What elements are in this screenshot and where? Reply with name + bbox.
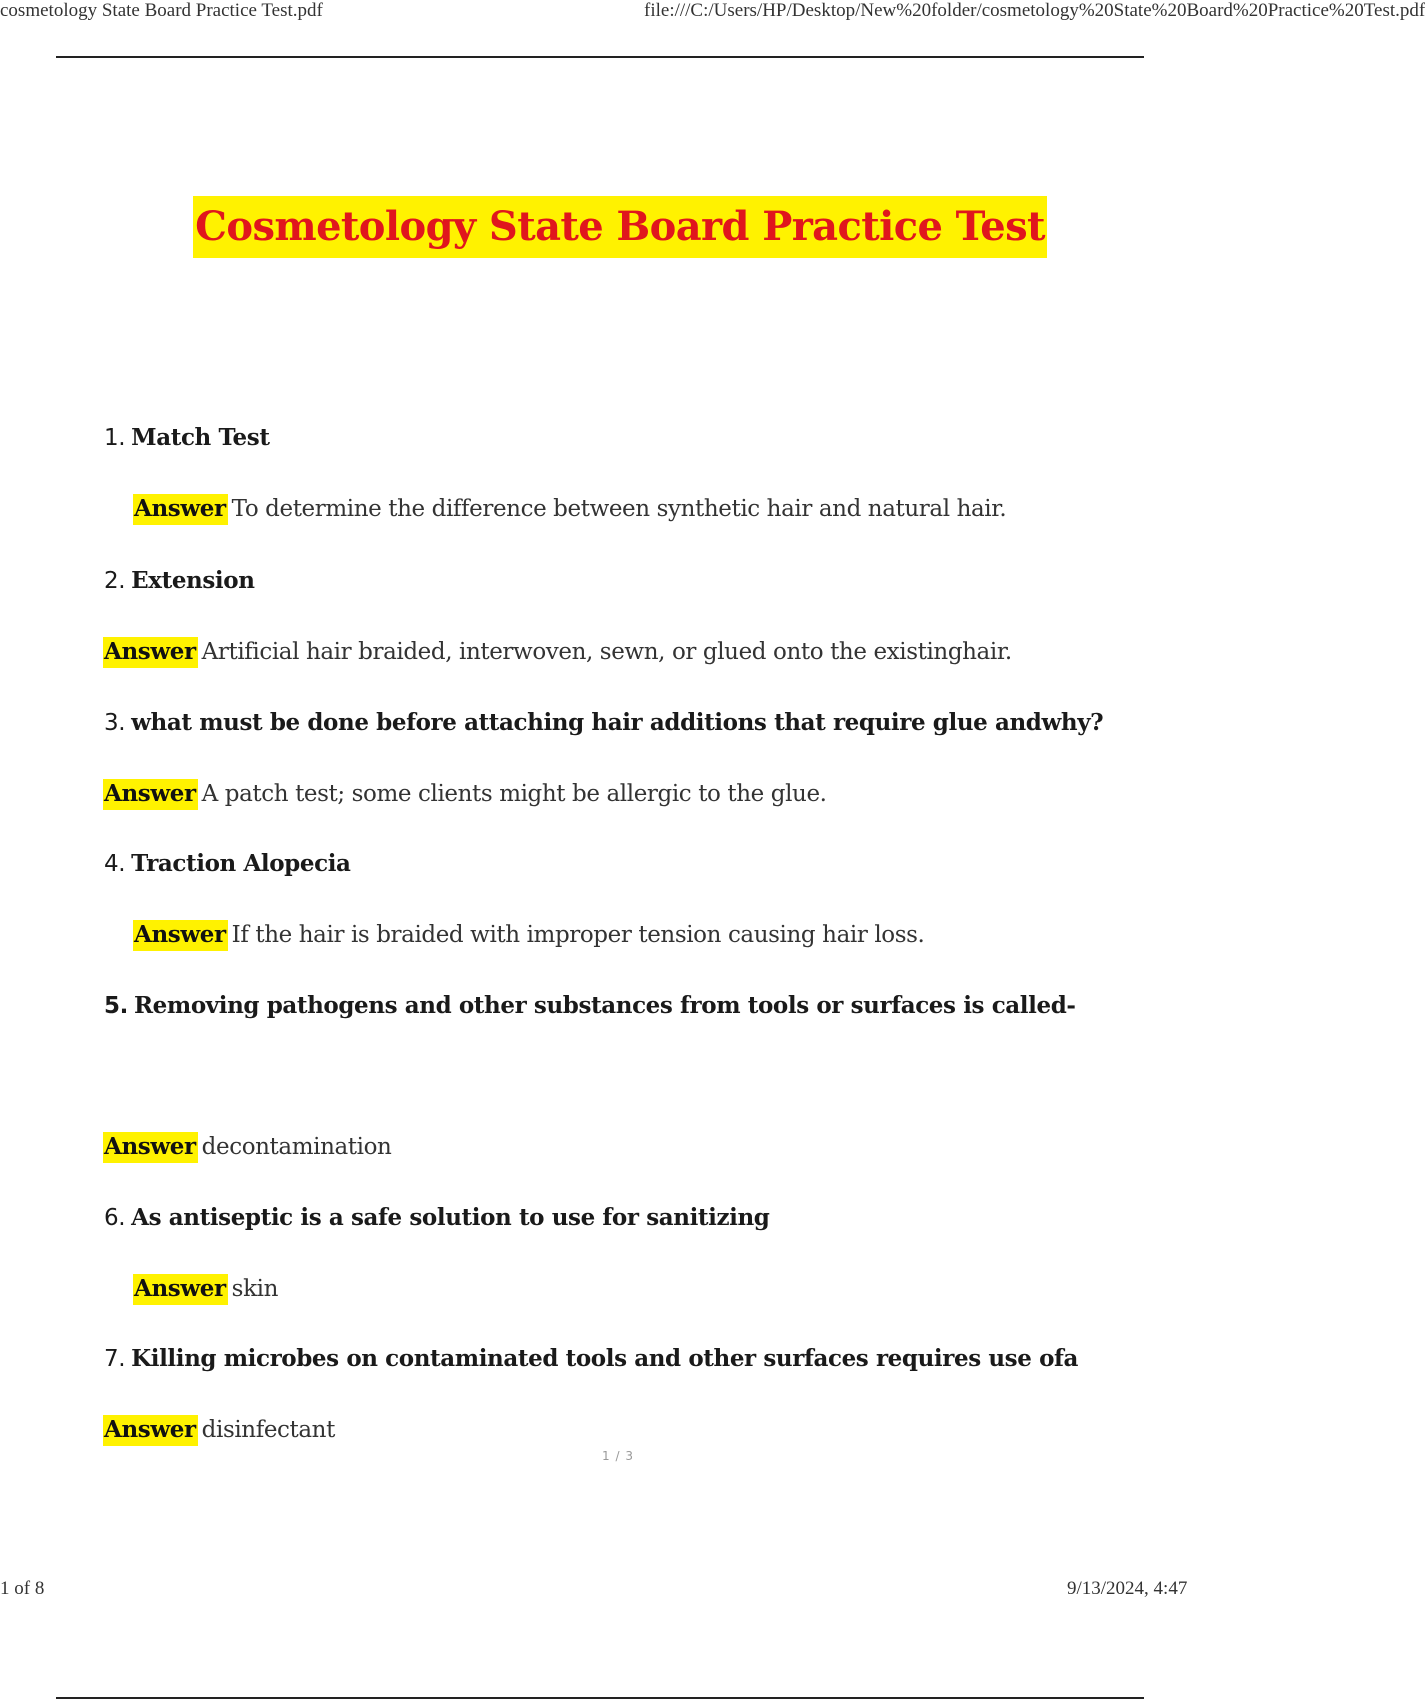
question-text: Extension [131, 567, 255, 594]
header-divider [56, 56, 1144, 58]
answer-label: Answer [133, 494, 228, 525]
question-6 [104, 1204, 769, 1231]
title-container [0, 196, 1240, 258]
answer-text: decontamination [201, 1134, 392, 1160]
answer-label: Answer [103, 1415, 198, 1446]
answer-7 [103, 1416, 335, 1443]
answer-text: If the hair is braided with improper tension causing hair loss. [231, 922, 925, 948]
answer-text: skin [231, 1276, 278, 1302]
answer-text: disinfectant [201, 1417, 335, 1443]
question-text: Killing microbes on contaminated tools and other surfaces requires use ofa [131, 1345, 1079, 1372]
question-number: 4. [104, 851, 126, 877]
page-title: Cosmetology State Board Practice Test [193, 196, 1047, 258]
answer-label: Answer [103, 779, 198, 810]
answer-3 [103, 780, 827, 807]
answer-4 [133, 921, 924, 948]
question-2 [104, 567, 255, 594]
question-text: Traction Alopecia [131, 850, 351, 877]
answer-2 [103, 638, 1012, 665]
print-date: 9/13/2024, 4:47 [1067, 1578, 1188, 1599]
question-number: 2. [104, 568, 126, 594]
question-number: 1. [104, 425, 126, 451]
print-header [0, 0, 1425, 24]
question-text: Removing pathogens and other substances from tools or surfaces is called- [133, 992, 1076, 1019]
question-7 [104, 1345, 1078, 1372]
answer-1 [133, 495, 1006, 522]
page-marker: 1 / 3 [602, 1449, 634, 1463]
question-text: As antiseptic is a safe solution to use for sanitizing [131, 1204, 770, 1231]
answer-6 [133, 1275, 278, 1302]
answer-text: To determine the difference between synthetic hair and natural hair. [231, 496, 1007, 522]
answer-text: A patch test; some clients might be allergic to the glue. [201, 781, 827, 807]
question-number: 3. [104, 710, 126, 736]
answer-label: Answer [103, 637, 198, 668]
question-text: Match Test [131, 424, 270, 451]
question-number: 7. [104, 1346, 126, 1372]
question-text: what must be done before attaching hair additions that require glue andwhy? [131, 709, 1104, 736]
page-count: 1 of 8 [0, 1578, 45, 1599]
answer-label: Answer [133, 920, 228, 951]
answer-label: Answer [103, 1132, 198, 1163]
question-3 [104, 709, 1103, 736]
question-4 [104, 850, 351, 877]
document-name: cosmetology State Board Practice Test.pdf [0, 0, 323, 21]
question-number: 6. [104, 1205, 126, 1231]
answer-5 [103, 1133, 391, 1160]
footer-divider [56, 1697, 1144, 1699]
file-url: file:///C:/Users/HP/Desktop/New%20folder/cosmetology%20State%20Board%20Practice%20Test.pdf [644, 0, 1425, 21]
question-number: 5. [104, 993, 128, 1019]
question-1 [104, 424, 270, 451]
question-5 [104, 992, 1076, 1019]
answer-text: Artificial hair braided, interwoven, sewn, or glued onto the existinghair. [201, 639, 1012, 665]
answer-label: Answer [133, 1274, 228, 1305]
